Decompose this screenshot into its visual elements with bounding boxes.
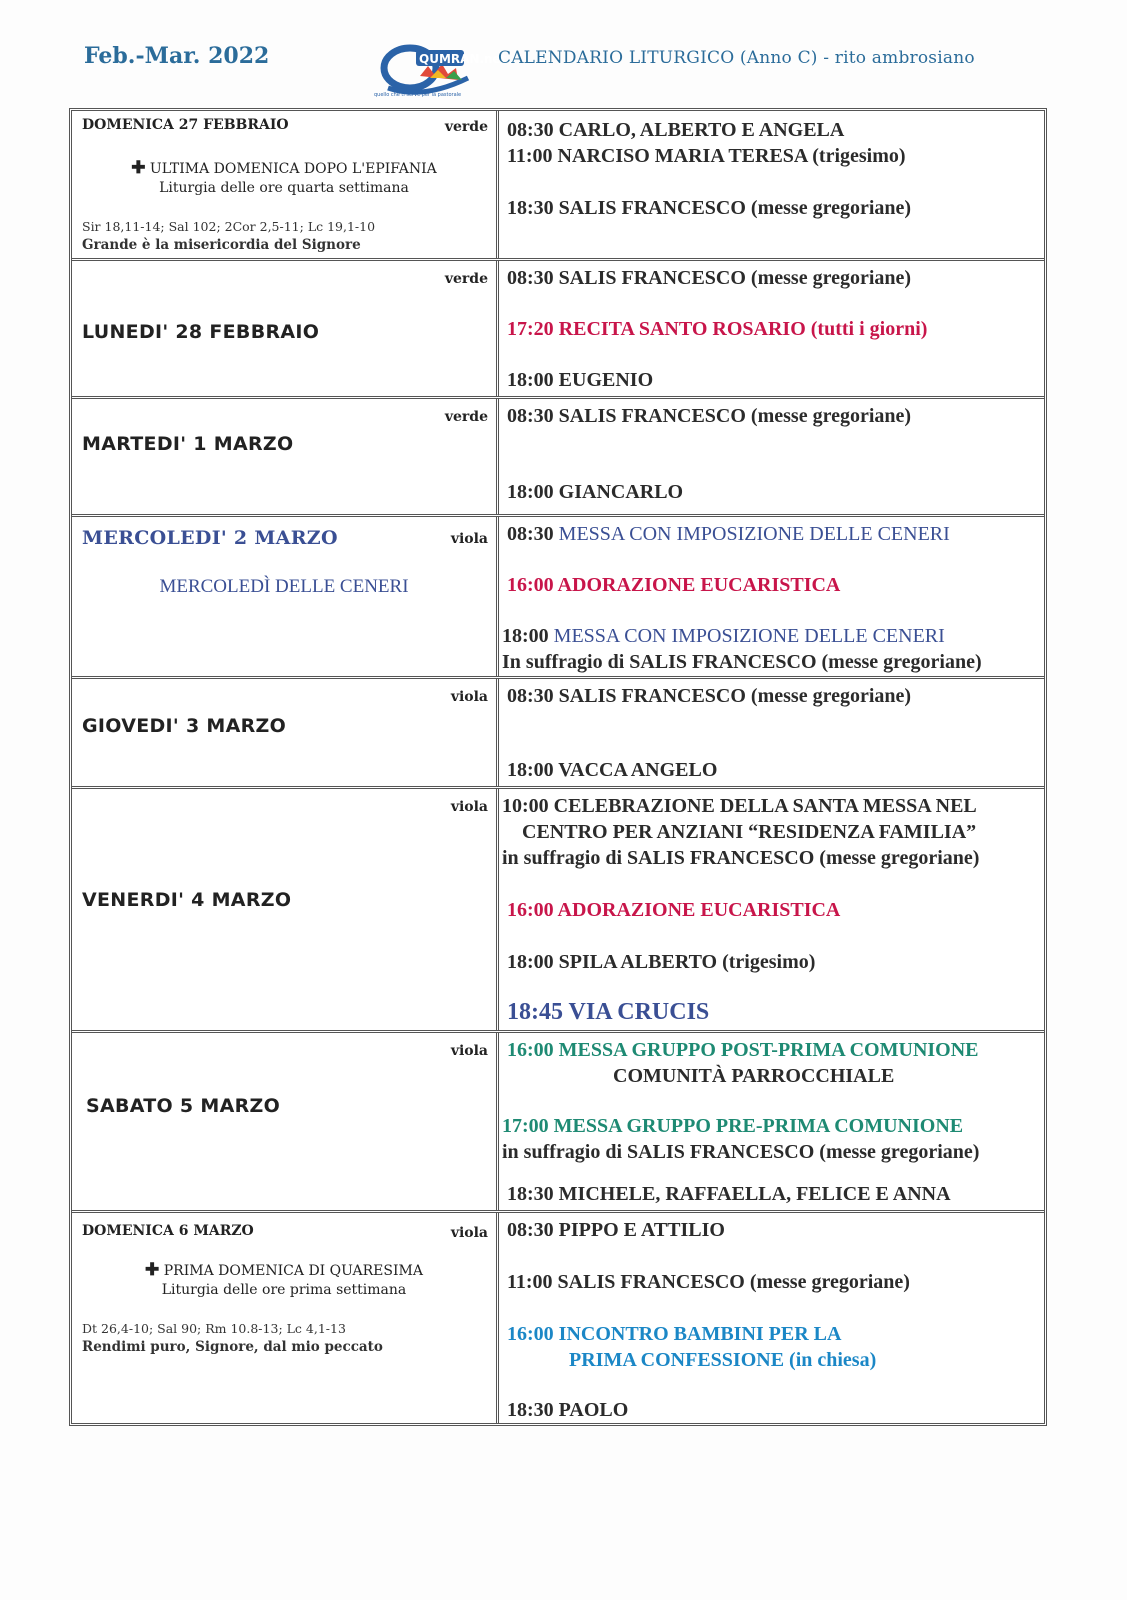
events [499,111,1044,258]
day-info [72,517,499,676]
liturgical-colour: verde [444,409,488,425]
day-label: GIOVEDI' 3 MARZO [82,715,287,737]
liturgical-colour: verde [444,119,488,135]
day-info [72,261,499,396]
liturgy-of-hours: Liturgia delle ore quarta settimana [159,180,409,196]
events [499,1213,1044,1423]
event: PRIMA CONFESSIONE (in chiesa) [569,1349,877,1371]
event-text: MESSA CON IMPOSIZIONE DELLE CENERI [558,523,950,545]
event: In suffragio di SALIS FRANCESCO (messe gregoriane) [502,651,982,673]
event: in suffragio di SALIS FRANCESCO (messe gregoriane) [502,847,980,869]
day-info [72,679,499,786]
page-header [0,38,1127,108]
event: 08:30 PIPPO E ATTILIO [507,1219,725,1241]
day-row [72,517,1044,679]
event: 16:00 ADORAZIONE EUCARISTICA [507,574,841,596]
event: 18:30 PAOLO [507,1399,629,1421]
motto: Grande è la misericordia del Signore [82,237,361,253]
liturgical-calendar-table [69,108,1047,1426]
liturgical-colour: viola [450,1225,488,1241]
day-row [72,679,1044,789]
date-range: Feb.-Mar. 2022 [84,43,270,69]
event: 11:00 NARCISO MARIA TERESA (trigesimo) [507,145,906,167]
day-label: VENERDI' 4 MARZO [82,889,292,911]
qumran-logo [368,38,507,102]
event: in suffragio di SALIS FRANCESCO (messe gregoriane) [502,1141,980,1163]
event [507,521,950,547]
event: COMUNITÀ PARROCCHIALE [613,1065,895,1087]
event: 18:00 GIANCARLO [507,481,684,503]
event: 16:00 ADORAZIONE EUCARISTICA [507,899,841,921]
readings-block [82,217,375,255]
liturgical-colour: viola [450,1043,488,1059]
feast-name: ULTIMA DOMENICA DOPO L'EPIFANIA [149,161,437,177]
liturgical-colour: viola [450,689,488,705]
event: CENTRO PER ANZIANI “RESIDENZA FAMILIA” [522,821,977,843]
feast-title [72,1261,496,1300]
events [499,789,1044,1030]
event: 08:30 SALIS FRANCESCO (messe gregoriane) [507,267,912,289]
event: 18:00 SPILA ALBERTO (trigesimo) [507,951,816,973]
day-row [72,111,1044,261]
event: 10:00 CELEBRAZIONE DELLA SANTA MESSA NEL [502,795,977,817]
event: 08:30 SALIS FRANCESCO (messe gregoriane) [507,405,912,427]
event: 18:00 EUGENIO [507,369,654,391]
day-info [72,399,499,514]
event: 16:00 MESSA GRUPPO POST-PRIMA COMUNIONE [507,1039,979,1061]
event: 18:45 VIA CRUCIS [507,999,710,1025]
cross-icon: ✚ [131,158,146,178]
day-label: LUNEDI' 28 FEBBRAIO [82,321,320,343]
feast-title [72,159,496,198]
events [499,261,1044,396]
event: 11:00 SALIS FRANCESCO (messe gregoriane) [507,1271,910,1293]
event: 18:30 MICHELE, RAFFAELLA, FELICE E ANNA [507,1183,951,1205]
events [499,679,1044,786]
events [499,399,1044,514]
event: 08:30 SALIS FRANCESCO (messe gregoriane) [507,685,912,707]
day-row [72,261,1044,399]
event-time: 08:30 [507,523,554,545]
event: 08:30 CARLO, ALBERTO E ANGELA [507,119,845,141]
day-row [72,399,1044,517]
cross-icon: ✚ [145,1260,160,1280]
day-label: DOMENICA 27 FEBBRAIO [82,117,289,133]
event: 18:00 VACCA ANGELO [507,759,718,781]
day-label: SABATO 5 MARZO [86,1095,281,1117]
calendar-title: CALENDARIO LITURGICO (Anno C) - rito ambrosiano [498,48,975,68]
motto: Rendimi puro, Signore, dal mio peccato [82,1339,383,1355]
logo-text: QUMRAN.net [419,52,507,66]
day-info [72,111,499,258]
day-row [72,1033,1044,1213]
readings: Sir 18,11-14; Sal 102; 2Cor 2,5-11; Lc 19,1-10 [82,219,376,234]
event: 17:00 MESSA GRUPPO PRE-PRIMA COMUNIONE [502,1115,964,1137]
event: 16:00 INCONTRO BAMBINI PER LA [507,1323,842,1345]
liturgical-colour: viola [450,531,488,547]
feast-name: MERCOLEDÌ DELLE CENERI [159,576,409,597]
events [499,1033,1044,1210]
readings: Dt 26,4-10; Sal 90; Rm 10.8-13; Lc 4,1-13 [82,1321,346,1336]
day-row [72,1213,1044,1423]
event-time: 18:00 [502,625,549,647]
events [499,517,1044,676]
day-row [72,789,1044,1033]
day-info [72,789,499,1030]
day-label: DOMENICA 6 MARZO [82,1223,254,1239]
day-label: MARTEDI' 1 MARZO [82,433,294,455]
day-label: MERCOLEDI' 2 MARZO [82,527,338,549]
event-text: MESSA CON IMPOSIZIONE DELLE CENERI [553,625,945,647]
event [502,623,945,649]
liturgical-colour: verde [444,271,488,287]
feast-name: PRIMA DOMENICA DI QUARESIMA [163,1263,423,1279]
liturgy-of-hours: Liturgia delle ore prima settimana [161,1282,407,1298]
logo-tagline: quello che ti serve per la pastorale [374,92,462,98]
liturgical-colour: viola [450,799,488,815]
event: 17:20 RECITA SANTO ROSARIO (tutti i giorni) [507,318,928,340]
day-info [72,1033,499,1210]
day-info [72,1213,499,1423]
readings-block [82,1319,383,1357]
event: 18:30 SALIS FRANCESCO (messe gregoriane) [507,197,912,219]
